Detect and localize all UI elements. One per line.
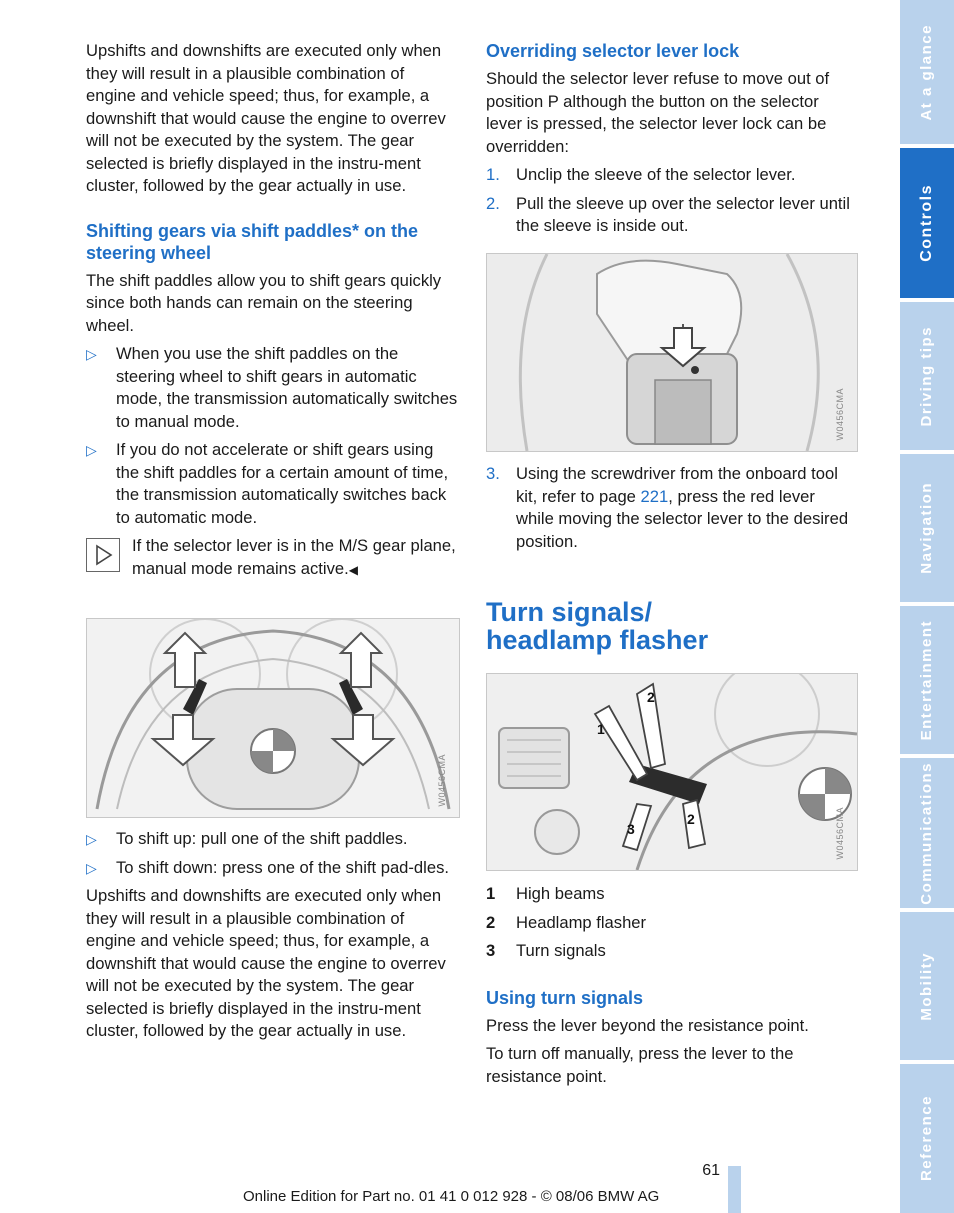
- figure-code: W0456CMA: [834, 807, 845, 860]
- bullet-marker-icon: ▷: [86, 442, 97, 458]
- tab-label: Communications: [917, 761, 935, 905]
- step-number: 3.: [486, 464, 500, 483]
- tab-mobility[interactable]: [900, 912, 954, 1060]
- svg-text:3: 3: [627, 821, 635, 837]
- section-title-line2: headlamp flasher: [486, 625, 709, 655]
- list-item: [486, 193, 856, 238]
- step-number: 2.: [486, 193, 500, 213]
- note-box: [86, 535, 458, 581]
- step-text: Unclip the sleeve of the selector lever.: [516, 165, 796, 184]
- bullet-text: To shift down: press one of the shift pad-dles.: [116, 857, 449, 877]
- bullet-text: If you do not accelerate or shift gears using the shift paddles for a certain amount of time, the transmission automatically switches back to automatic mode.: [116, 440, 449, 527]
- tab-navigation[interactable]: [900, 454, 954, 602]
- legend-item: [486, 883, 856, 906]
- bullet-text: To shift up: pull one of the shift paddles.: [116, 829, 408, 848]
- paddles-heading: Shifting gears via shift paddles* on the steering wheel: [86, 220, 419, 263]
- legend-text: Turn signals: [516, 941, 606, 960]
- svg-text:2: 2: [687, 811, 695, 827]
- steering-wheel-figure: [86, 618, 460, 818]
- step-text-part: Using the screwdriver from the onboard tool kit, refer to page: [516, 464, 838, 506]
- note-text-wrap: [132, 535, 458, 581]
- outro-paragraph: Upshifts and downshifts are executed only when they will result in a plausible combination of engine and vehicle speed; thus, for example, a downshift that would cause the engine to overrev will not be executed by the system. The gear selected is briefly displayed in the instru-ment cluster, followed by the gear actually in use.: [86, 886, 446, 1040]
- svg-text:2: 2: [647, 689, 655, 705]
- legend-text: High beams: [516, 884, 605, 903]
- list-item: [486, 463, 856, 553]
- tab-driving-tips[interactable]: [900, 302, 954, 450]
- tab-label: Mobility: [917, 951, 935, 1021]
- step-number: 1.: [486, 165, 500, 184]
- figure-code: W0456CMA: [436, 754, 447, 807]
- tab-controls[interactable]: [900, 148, 954, 298]
- override-heading: Overriding selector lever lock: [486, 41, 740, 61]
- step-text: Pull the sleeve up over the selector lever until the sleeve is inside out.: [516, 193, 850, 235]
- left-column-lower: [86, 828, 458, 1043]
- paddles-intro: The shift paddles allow you to shift gears quickly since both hands can remain on the steering wheel.: [86, 270, 442, 335]
- legend-number: 1: [486, 884, 496, 903]
- note-text: If the selector lever is in the M/S gear plane, manual mode remains active.: [132, 536, 456, 578]
- selector-lever-illustration: [487, 254, 857, 451]
- intro-paragraph: Upshifts and downshifts are executed only when they will result in a plausible combination of engine and vehicle speed; thus, for example, a downshift that would cause the engine to overrev will not be executed by the system. The gear selected is briefly displayed in the instru-ment cluster, followed by the gear actually in use.: [86, 41, 446, 195]
- tab-label: At a glance: [917, 23, 935, 121]
- override-intro: Should the selector lever refuse to move out of position P although the button on the selector lever is pressed, the selector lever lock can be overridden:: [486, 69, 830, 156]
- bullet-marker-icon: ▷: [86, 859, 97, 876]
- step-text: [516, 463, 856, 553]
- turn-signal-figure: [486, 673, 858, 871]
- tab-label: Navigation: [917, 482, 935, 574]
- chapter-sidebar: [900, 0, 954, 1213]
- section-title: [486, 598, 856, 654]
- list-item: [486, 164, 856, 187]
- using-paragraph-2: To turn off manually, press the lever to the resistance point.: [486, 1044, 794, 1086]
- tab-reference[interactable]: [900, 1064, 954, 1213]
- tab-label: Entertainment: [917, 619, 935, 741]
- list-item: [86, 828, 458, 851]
- figure-code: W0456CMA: [834, 388, 845, 441]
- page-number: 61: [702, 1162, 720, 1179]
- legend-text: Headlamp flasher: [516, 912, 647, 932]
- tab-at-a-glance[interactable]: [900, 0, 954, 144]
- right-column-lower: [486, 883, 856, 1088]
- footer-edition: Online Edition for Part no. 01 41 0 012 928 - © 08/06 BMW AG: [243, 1188, 660, 1205]
- using-paragraph-1: Press the lever beyond the resistance point.: [486, 1015, 809, 1035]
- bullet-marker-icon: ▷: [86, 831, 97, 847]
- bullet-marker-icon: ▷: [86, 346, 97, 362]
- note-triangle-icon: [86, 538, 120, 572]
- turn-signal-illustration: [487, 674, 857, 870]
- step-text-part: , press the red lever while moving the selector lever to the desired position.: [516, 486, 849, 551]
- paddles-bullet-list: [86, 343, 458, 529]
- legend-number: 3: [486, 941, 496, 960]
- right-column-mid: [486, 463, 856, 654]
- using-heading: Using turn signals: [486, 987, 644, 1008]
- list-item: [86, 857, 458, 880]
- list-item: [86, 343, 458, 433]
- legend-item: [486, 940, 856, 963]
- page-link[interactable]: 221: [640, 486, 669, 506]
- bullet-text: When you use the shift paddles on the steering wheel to shift gears in automatic mode, the transmission automatically switches to manual mode.: [116, 344, 458, 431]
- end-mark-icon: ◀: [348, 562, 358, 577]
- tab-label: Controls: [917, 184, 935, 262]
- page-number-marker: [728, 1166, 741, 1213]
- steering-wheel-illustration: [87, 619, 459, 817]
- left-column: [86, 40, 458, 581]
- list-item: [86, 439, 458, 529]
- selector-lever-figure: [486, 253, 858, 452]
- tab-label: Driving tips: [917, 325, 935, 427]
- legend-item: [486, 912, 856, 935]
- tab-communications[interactable]: [900, 758, 954, 908]
- section-title-line1: Turn signals/: [486, 597, 653, 627]
- legend-number: 2: [486, 912, 496, 932]
- tab-label: Reference: [917, 1095, 935, 1182]
- right-column-top: [486, 40, 856, 238]
- svg-text:1: 1: [597, 721, 605, 737]
- tab-entertainment[interactable]: [900, 606, 954, 754]
